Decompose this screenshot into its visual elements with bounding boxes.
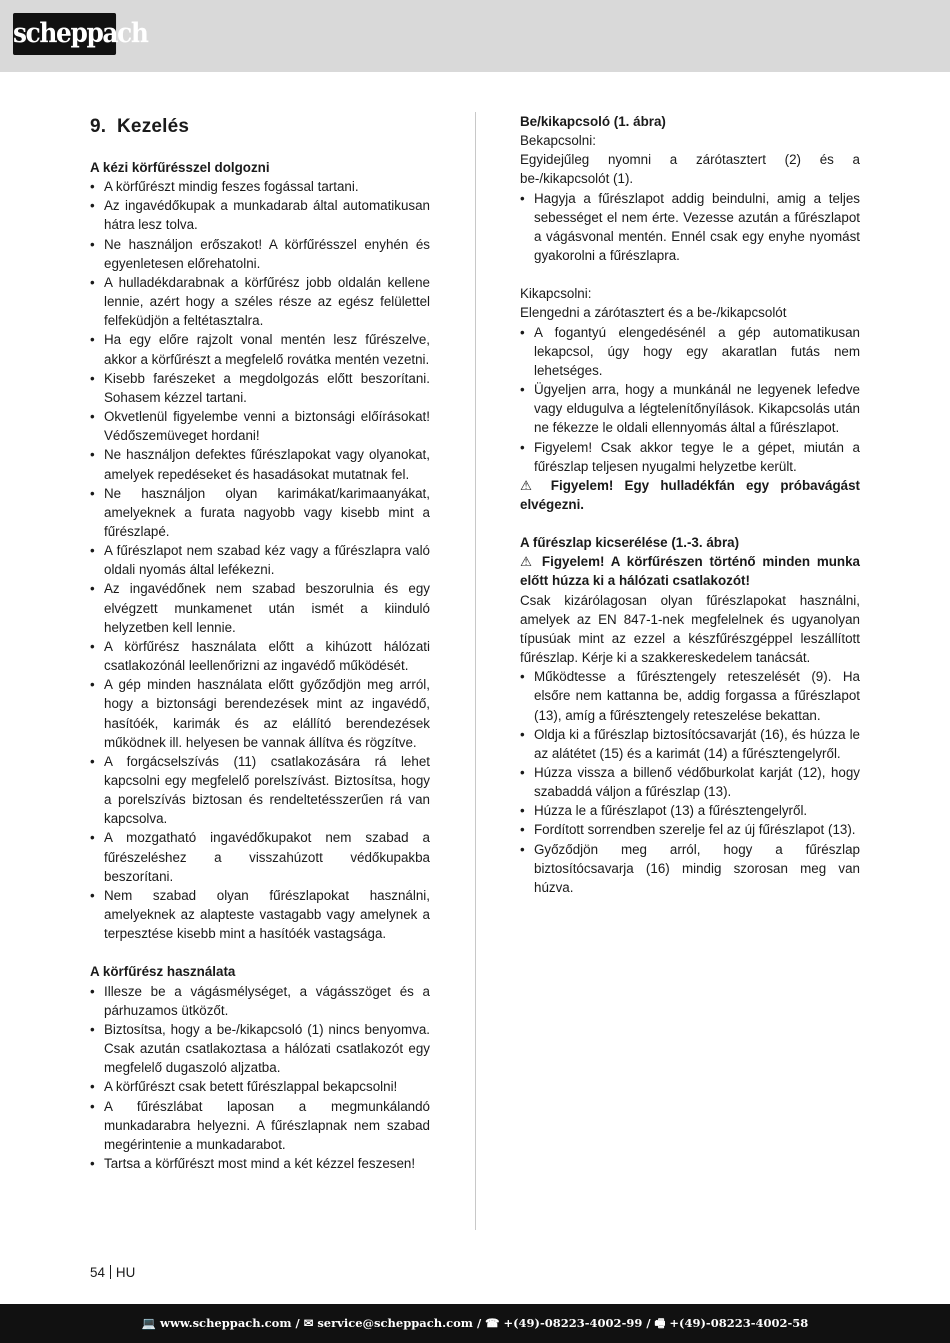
column-divider — [475, 112, 476, 1230]
warning-note: ⚠ Figyelem! A körfűrészen történő minden munka előtt húzza ki a hálózati csatlakozót! — [520, 554, 860, 589]
right-column — [520, 112, 860, 897]
list-item: • A körfűrészt csak betett fűrészlappal bekapcsolni! — [90, 1077, 430, 1096]
paragraph: Csak kizárólagosan olyan fűrészlapokat használni, amelyek az EN 847-1-nek megfelelnek és ugyanolyan típusúak mint az ezzel a készfűrészgéppel leszállított fűrészlap. Kérje ki a szakkereskedelem tanácsát. — [520, 592, 860, 666]
list-item: • Figyelem! Csak akkor tegye le a gépet, miután a fűrészlap teljesen nyugalmi helyzetbe került. — [520, 438, 860, 476]
list-item: • Nem szabad olyan fűrészlapokat használni, amelyeknek az alapteste vastagabb vagy amelynek a terpesztése kisebb mint a hasítóék vastagsága. — [90, 886, 430, 943]
list-item: • A fűrészlábat laposan a megmunkálandó munkadarabra helyezni. A fűrészlapnak nem szabad megérintenie a munkadarabot. — [90, 1097, 430, 1154]
paragraph: Egyidejűleg nyomni a zárótasztert (2) és a be-/kikapcsolót (1). — [520, 152, 860, 187]
list-item: • A körfűrész használata előtt a kihúzott hálózati csatlakozónál leellenőrizni az ingavédő működését. — [90, 637, 430, 675]
chapter-title — [90, 116, 430, 138]
list-item: • A hulladékdarabnak a körfűrész jobb oldalán kellene lennie, azért hogy a széles része az egész felülettel felfeküdjön a feltétasztalra. — [90, 273, 430, 330]
chapter-name: Kezelés — [117, 116, 190, 137]
contact-info: 💻 www.scheppach.com / ✉ service@scheppach.com / ☎ +(49)-08223-4002-99 / 🖷 +(49)-08223-4002-58 — [141, 1316, 809, 1330]
bullet-list — [90, 177, 430, 943]
paragraph-label: Bekapcsolni: — [520, 133, 596, 149]
bullet-list — [520, 667, 860, 897]
list-item: • Illesze be a vágásmélységet, a vágásszöget és a párhuzamos ütközőt. — [90, 982, 430, 1020]
list-item: • Ügyeljen arra, hogy a munkánál ne legyenek lefedve vagy eldugulva a légtelenítőnyílások. Kikapcsolás után ne fékezze le oldali ellennyomás által a fűrészlapot. — [520, 380, 860, 437]
section-heading: A körfűrész használata — [90, 964, 236, 980]
section-heading: A fűrészlap kicserélése (1.-3. ábra) — [520, 535, 740, 551]
list-item: • Az ingavédőkupak a munkadarab által automatikusan hátra lesz tolva. — [90, 196, 430, 234]
page-number: 54 — [90, 1265, 105, 1280]
page-footer — [90, 1265, 135, 1280]
chapter-number: 9. — [90, 116, 107, 137]
left-column — [90, 112, 430, 1173]
list-item: • Győződjön meg arról, hogy a fűrészlap biztosítócsavarja (16) mindig szorosan meg van húzva. — [520, 840, 860, 897]
bullet-list — [90, 982, 430, 1174]
paragraph-label: Kikapcsolni: — [520, 286, 592, 302]
list-item: • Az ingavédőnek nem szabad beszorulnia és egy elvégzett munkamenet után ismét a kiinduló helyzetben kell lennie. — [90, 579, 430, 636]
list-item: • Oldja ki a fűrészlap biztosítócsavarját (16), és húzza le az alátétet (15) és a karimát (14) a fűrésztengelyről. — [520, 725, 860, 763]
list-item: • Tartsa a körfűrészt most mind a két kézzel feszesen! — [90, 1154, 430, 1173]
bullet-list — [520, 323, 860, 476]
section-heading: Be/kikapcsoló (1. ábra) — [520, 114, 666, 129]
list-item: • Ne használjon defektes fűrészlapokat vagy olyanokat, amelyek repedéseket és hasadásokat mutatnak fel. — [90, 445, 430, 483]
list-item: • Húzza le a fűrészlapot (13) a fűrésztengelyről. — [520, 801, 860, 820]
warning-note: ⚠ Figyelem! Egy hulladékfán egy próbavágást elvégezni. — [520, 477, 860, 512]
list-item: • Ne használjon erőszakot! A körfűrésszel enyhén és egyenletesen előrehatolni. — [90, 235, 430, 273]
list-item: • Kisebb farészeket a megdolgozás előtt beszorítani. Sohasem kézzel tartani. — [90, 369, 430, 407]
page-separator — [110, 1265, 111, 1279]
list-item: • Működtesse a fűrésztengely reteszelését (9). Ha elsőre nem kattanna be, addig forgassa a fűrészlapot (13), amíg a fűrésztengely reteszelése bekattan. — [520, 667, 860, 724]
list-item: • A gép minden használata előtt győződjön meg arról, hogy a biztonsági berendezések mint az ingavédő, hasítóék, karimák és az elállító berendezések működnek ill. helyesen be vannak állítva és rögzítve. — [90, 675, 430, 752]
list-item: • A mozgatható ingavédőkupakot nem szabad a fűrészeléshez a visszahúzott védőkupakba beszorítani. — [90, 828, 430, 885]
list-item: • A forgácselszívás (11) csatlakozására rá lehet kapcsolni egy megfelelő porelszívást. Biztosítsa, hogy a porelszívás biztosan és rendeltetésszerűen rá van kapcsolva. — [90, 752, 430, 829]
list-item: • Fordított sorrendben szerelje fel az új fűrészlapot (13). — [520, 820, 860, 839]
list-item: • Hagyja a fűrészlapot addig beindulni, amig a teljes sebességet el nem érte. Vezesse azután a fűrészlapot a vágásvonal mentén. Ennél csak egy enyhe nyomást gyakorolni a fűrészlapra. — [520, 189, 860, 266]
list-item: • A fogantyú elengedésénél a gép automatikusan lekapcsol, úgy hogy egy akaratlan futás nem lehetséges. — [520, 323, 860, 380]
list-item: • Ha egy előre rajzolt vonal mentén lesz fűrészelve, akkor a körfűrészt a megfelelő rovátka mentén vezetni. — [90, 330, 430, 368]
bullet-list — [520, 189, 860, 266]
paragraph: Elengedni a zárótasztert és a be-/kikapcsolót — [520, 305, 787, 321]
list-item: • Biztosítsa, hogy a be-/kikapcsoló (1) nincs benyomva. Csak azután csatlakoztasa a hálózati csatlakozót egy megfelelő dugaszoló aljzatba. — [90, 1020, 430, 1077]
list-item: • A körfűrészt mindig feszes fogással tartani. — [90, 177, 430, 196]
list-item: • Okvetlenül figyelembe venni a biztonsági előírásokat! Védőszemüveget hordani! — [90, 407, 430, 445]
list-item: • A fűrészlapot nem szabad kéz vagy a fűrészlapra való oldali nyomás által lefékezni. — [90, 541, 430, 579]
list-item: • Húzza vissza a billenő védőburkolat karját (12), hogy szabaddá váljon a fűrészlap (13). — [520, 763, 860, 801]
language-code: HU — [115, 1265, 136, 1280]
header-bar — [0, 0, 950, 72]
section-heading: A kézi körfűrésszel dolgozni — [90, 160, 270, 175]
brand-logo: scheppach — [13, 13, 116, 55]
list-item: • Ne használjon olyan karimákat/karimaanyákat, amelyeknek a furata nagyobb vagy kisebb mint a fűrészlapé. — [90, 484, 430, 541]
contact-bar — [0, 1304, 950, 1343]
